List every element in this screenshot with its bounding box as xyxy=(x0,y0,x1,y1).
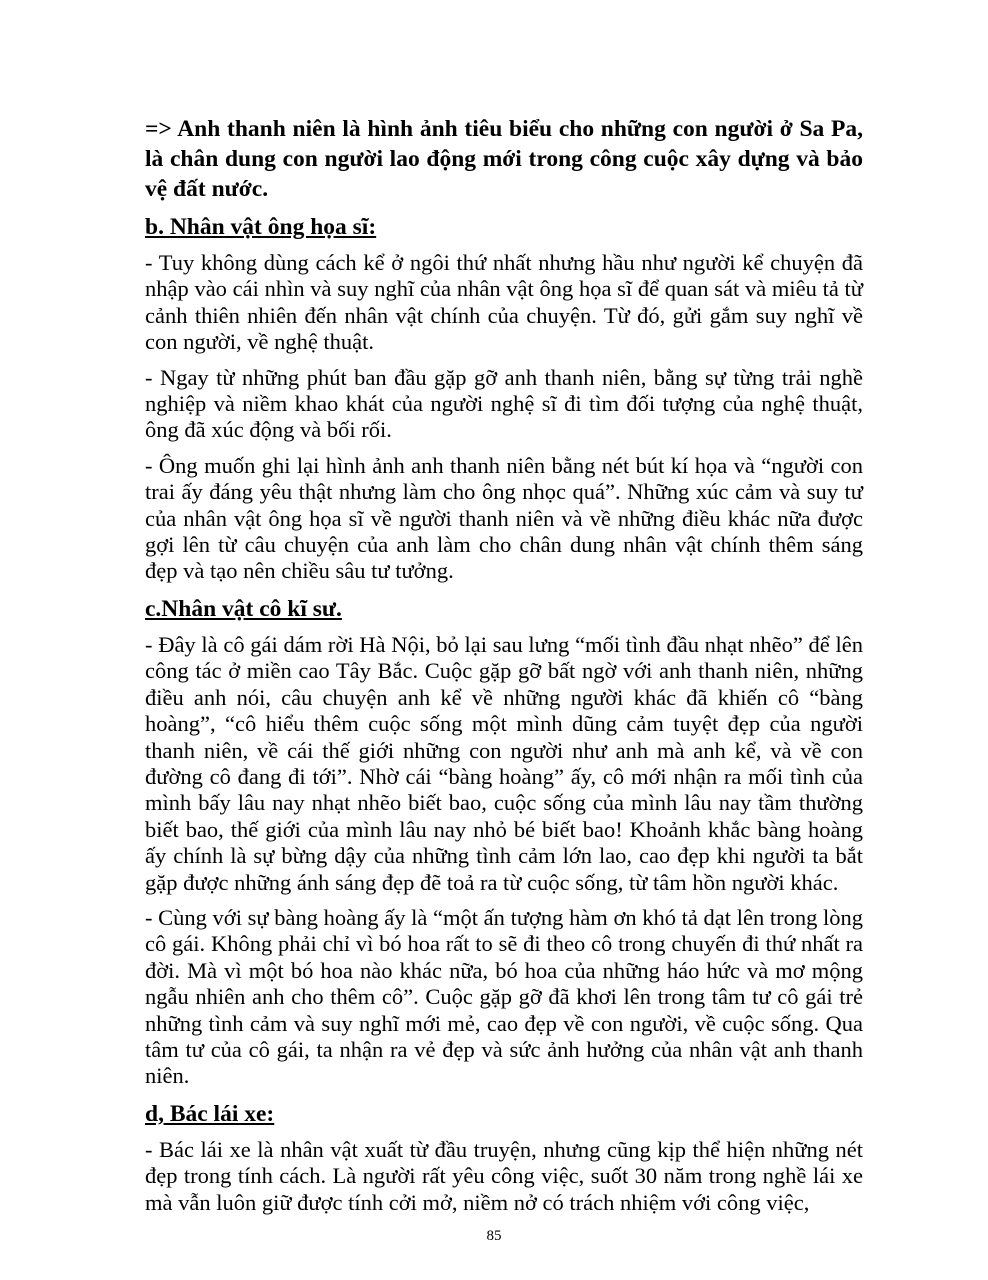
section-b-paragraph-1: - Tuy không dùng cách kể ở ngôi thứ nhất nhưng hầu như người kể chuyện đã nhập vào cái nhìn và suy nghĩ của nhân vật ông họa sĩ để quan sát và miêu tả từ cảnh thiên nhiên đến nhân vật chính của chuyện. Từ đó, gửi gắm suy nghĩ về con người, về nghệ thuật. xyxy=(145,250,863,355)
section-b-heading: b. Nhân vật ông họa sĩ: xyxy=(145,214,377,240)
conclusion-paragraph: => Anh thanh niên là hình ảnh tiêu biểu cho những con người ở Sa Pa, là chân dung con người lao động mới trong công cuộc xây dựng và bảo vệ đất nước. xyxy=(145,116,863,202)
section-c-paragraph-1: - Đây là cô gái dám rời Hà Nội, bỏ lại sau lưng “mối tình đầu nhạt nhẽo” để lên công tác ở miền cao Tây Bắc. Cuộc gặp gỡ bất ngờ với anh thanh niên, những điều anh nói, câu chuyện anh kể về những người khác đã khiến cô “bàng hoàng”, “cô hiểu thêm cuộc sống một mình dũng cảm tuyệt đẹp của người thanh niên, về cái thế giới những con người như anh mà anh kể, và về con đường cô đang đi tới”. Nhờ cái “bàng hoàng” ấy, cô mới nhận ra mối tình của mình bấy lâu nay nhạt nhẽo biết bao, cuộc sống của mình lâu nay tầm thường biết bao, thế giới của mình lâu nay nhỏ bé biết bao! Khoảnh khắc bàng hoàng ấy chính là sự bừng dậy của những tình cảm lớn lao, cao đẹp khi người ta bắt gặp được những ánh sáng đẹp đẽ toả ra từ cuộc sống, từ tâm hồn người khác. xyxy=(145,631,863,895)
section-c-heading: c.Nhân vật cô kĩ sư. xyxy=(145,595,342,622)
section-d-paragraph-1: - Bác lái xe là nhân vật xuất từ đầu truyện, nhưng cũng kịp thể hiện những nét đẹp trong tính cách. Là người rất yêu công việc, suốt 30 năm trong nghề lái xe mà vẫn luôn giữ được tính cởi mở, niềm nở có trách nhiệm với công việc, xyxy=(145,1136,863,1215)
section-d-heading: d, Bác lái xe: xyxy=(145,1100,275,1127)
page-content xyxy=(145,114,863,1225)
section-c-paragraph-2: - Cùng với sự bàng hoàng ấy là “một ấn tượng hàm ơn khó tả dạt lên trong lòng cô gái. Không phải chỉ vì bó hoa rất to sẽ đi theo cô trong chuyến đi thứ nhất ra đời. Mà vì một bó hoa nào khác nữa, bó hoa của những háo hức và mơ mộng ngẫu nhiên anh cho thêm cô”. Cuộc gặp gỡ đã khơi lên trong tâm tư cô gái trẻ những tình cảm và suy nghĩ mới mẻ, cao đẹp về con người, về cuộc sống. Qua tâm tư của cô gái, ta nhận ra vẻ đẹp và sức ảnh hưởng của nhân vật anh thanh niên. xyxy=(145,904,863,1089)
section-b-paragraph-2: - Ngay từ những phút ban đầu gặp gỡ anh thanh niên, bằng sự từng trải nghề nghiệp và niềm khao khát của người nghệ sĩ đi tìm đối tượng của nghệ thuật, ông đã xúc động và bối rối. xyxy=(145,364,863,443)
section-b-paragraph-3: - Ông muốn ghi lại hình ảnh anh thanh niên bằng nét bút kí họa và “người con trai ấy đáng yêu thật nhưng làm cho ông nhọc quá”. Những xúc cảm và suy tư của nhân vật ông họa sĩ về người thanh niên và về những điều khác nữa được gợi lên từ câu chuyện của anh làm cho chân dung nhân vật chính thêm sáng đẹp và tạo nên chiều sâu tư tưởng. xyxy=(145,452,863,584)
page-number: 85 xyxy=(486,1228,502,1244)
